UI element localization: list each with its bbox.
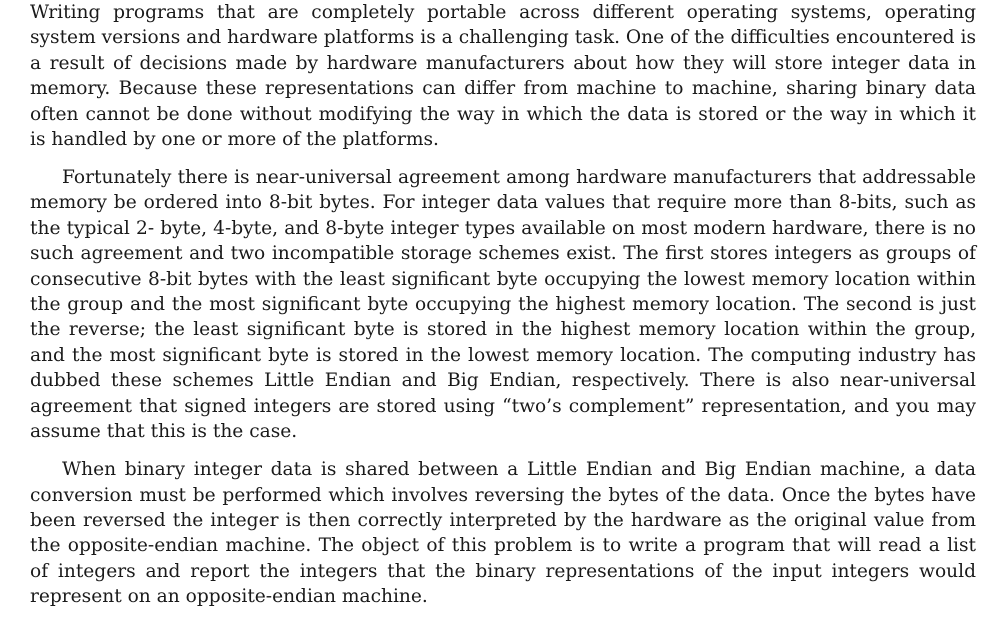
- paragraph-byte-ordering: Fortunately there is near-universal agreement among hardware manufacturers that addressable memory be ordered into 8-bit bytes. For integer data values that require more than 8-bits, such as the typical 2- byte, 4-byte, and 8-byte integer types available on most modern hardware, there is no such agreement and two incompatible storage schemes exist. The first stores integers as groups of consecutive 8-bit bytes with the least significant byte occupying the lowest memory location within the group and the most significant byte occupying the highest memory location. The second is just the reverse; the least significant byte is stored in the highest memory location within the group, and the most significant byte is stored in the lowest memory location. The computing industry has dubbed these schemes Little Endian and Big Endian, respectively. There is also near-universal agreement that signed integers are stored using “two’s complement” representation, and you may assume that this is the case.: [30, 167, 976, 443]
- document-body: [30, 0, 976, 610]
- paragraph-intro: Writing programs that are completely portable across different operating systems, operating system versions and hardware platforms is a challenging task. One of the difficulties encountered is a result of decisions made by hardware manufacturers about how they will store integer data in memory. Because these representations can differ from machine to machine, sharing binary data often cannot be done without modifying the way in which the data is stored or the way in which it is handled by one or more of the platforms.: [30, 2, 976, 151]
- paragraph-problem-statement: When binary integer data is shared between a Little Endian and Big Endian machine, a data conversion must be performed which involves reversing the bytes of the data. Once the bytes have been reversed the integer is then correctly interpreted by the hardware as the original value from the opposite-endian machine. The object of this problem is to write a program that will read a list of integers and report the integers that the binary representations of the input integers would represent on an opposite-endian machine.: [30, 459, 976, 608]
